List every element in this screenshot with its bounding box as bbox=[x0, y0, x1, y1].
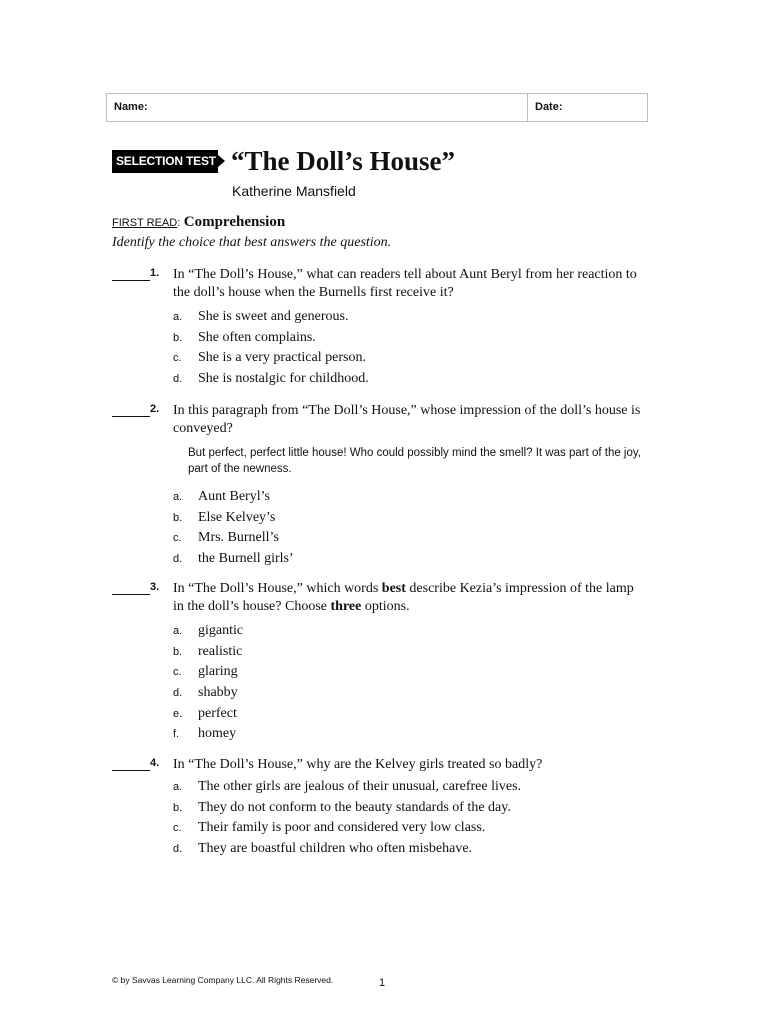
option-letter: a. bbox=[173, 491, 183, 504]
option-letter: a. bbox=[173, 625, 183, 638]
option-letter: b. bbox=[173, 331, 183, 344]
question-text: In this paragraph from “The Doll’s House,” whose impression of the doll’s house is conveyed? bbox=[173, 403, 641, 436]
page-title: “The Doll’s House” bbox=[231, 146, 456, 176]
option-text: shabby bbox=[198, 685, 238, 701]
option bbox=[173, 369, 642, 390]
option-text: She is a very practical person. bbox=[198, 350, 366, 366]
question-2 bbox=[112, 402, 642, 569]
comprehension-heading: Comprehension bbox=[183, 214, 286, 230]
page-number: 1 bbox=[379, 977, 386, 989]
tag-arrow-icon bbox=[218, 155, 225, 167]
option-text: homey bbox=[198, 726, 237, 742]
option-text: The other girls are jealous of their unusual, carefree lives. bbox=[198, 779, 522, 795]
option-letter: d. bbox=[173, 843, 183, 856]
option-text: Their family is poor and considered very low class. bbox=[198, 820, 486, 836]
name-date-box bbox=[106, 93, 648, 122]
option-letter: d. bbox=[173, 687, 183, 700]
instruction-text: Identify the choice that best answers the question. bbox=[112, 235, 392, 250]
answer-blank-1[interactable] bbox=[112, 266, 150, 281]
excerpt-text: But perfect, perfect little house! Who could possibly mind the smell? It was part of the joy, part of the newness. bbox=[188, 447, 641, 475]
question-number: 4. bbox=[150, 757, 160, 769]
option-text: glaring bbox=[198, 664, 238, 680]
copyright-notice: © by Savvas Learning Company LLC. All Rights Reserved. bbox=[112, 975, 334, 985]
options-list bbox=[173, 777, 642, 859]
option-letter: c. bbox=[173, 666, 182, 679]
option bbox=[173, 549, 642, 570]
first-read-label: FIRST READ bbox=[112, 217, 178, 229]
question-text-part: describe Kezia’s impression of the lamp in the doll’s house? Choose bbox=[173, 581, 634, 614]
question-emphasis: three bbox=[330, 599, 362, 614]
question-text: In “The Doll’s House,” what can readers tell about Aunt Beryl from her reaction to the doll’s house when the Burnells first receive it? bbox=[173, 267, 637, 300]
options-list bbox=[173, 621, 642, 745]
question-text-part: In “The Doll’s House,” which words bbox=[173, 581, 382, 596]
selection-test-tag: SELECTION TEST bbox=[112, 150, 218, 173]
option-letter: d. bbox=[173, 373, 183, 386]
name-label: Name: bbox=[114, 101, 148, 113]
author-name: Katherine Mansfield bbox=[232, 183, 356, 199]
question-number: 1. bbox=[150, 267, 160, 279]
answer-blank-2[interactable] bbox=[112, 402, 150, 417]
option-letter: a. bbox=[173, 311, 183, 324]
option bbox=[173, 724, 642, 745]
date-label: Date: bbox=[535, 101, 563, 113]
option bbox=[173, 818, 642, 839]
option bbox=[173, 348, 642, 369]
question-number: 2. bbox=[150, 403, 160, 415]
option bbox=[173, 839, 642, 860]
question-text bbox=[173, 580, 641, 616]
option-letter: a. bbox=[173, 781, 183, 794]
option-letter: e. bbox=[173, 707, 183, 720]
option-letter: c. bbox=[173, 352, 182, 365]
option-text: She often complains. bbox=[198, 329, 316, 345]
option bbox=[173, 328, 642, 349]
option bbox=[173, 662, 642, 683]
option-text: They do not conform to the beauty standards of the day. bbox=[198, 799, 511, 815]
option bbox=[173, 487, 642, 508]
option-letter: f. bbox=[173, 728, 180, 741]
option-letter: b. bbox=[173, 645, 183, 658]
question-4 bbox=[112, 756, 642, 859]
option-text: realistic bbox=[198, 643, 243, 659]
option-text: Aunt Beryl’s bbox=[198, 489, 270, 505]
option bbox=[173, 798, 642, 819]
option bbox=[173, 703, 642, 724]
option-text: Mrs. Burnell’s bbox=[198, 530, 279, 546]
option-letter: b. bbox=[173, 801, 183, 814]
question-text: In “The Doll’s House,” why are the Kelvey girls treated so badly? bbox=[173, 757, 543, 772]
answer-blank-4[interactable] bbox=[112, 756, 150, 771]
option-letter: b. bbox=[173, 511, 183, 524]
option-text: gigantic bbox=[198, 623, 244, 639]
options-list bbox=[173, 307, 642, 389]
question-emphasis: best bbox=[381, 581, 406, 596]
option-text: Else Kelvey’s bbox=[198, 509, 276, 525]
option bbox=[173, 621, 642, 642]
option bbox=[173, 307, 642, 328]
section-heading bbox=[112, 214, 285, 231]
question-text-part: options. bbox=[361, 599, 410, 614]
option bbox=[173, 642, 642, 663]
options-list bbox=[173, 487, 642, 569]
option-text: They are boastful children who often misbehave. bbox=[198, 841, 473, 857]
option bbox=[173, 777, 642, 798]
box-divider bbox=[527, 94, 528, 121]
option-letter: c. bbox=[173, 532, 182, 545]
option-letter: d. bbox=[173, 553, 183, 566]
option-text: She is nostalgic for childhood. bbox=[198, 371, 369, 387]
option-text: the Burnell girls’ bbox=[198, 551, 294, 567]
option-text: perfect bbox=[198, 705, 237, 721]
option bbox=[173, 528, 642, 549]
option-letter: c. bbox=[173, 822, 182, 835]
answer-blank-3[interactable] bbox=[112, 580, 150, 595]
question-1 bbox=[112, 266, 642, 389]
option-text: She is sweet and generous. bbox=[198, 309, 349, 325]
option bbox=[173, 508, 642, 529]
question-number: 3. bbox=[150, 581, 160, 593]
option bbox=[173, 683, 642, 704]
question-3 bbox=[112, 580, 642, 745]
first-read-colon: : bbox=[177, 217, 181, 229]
